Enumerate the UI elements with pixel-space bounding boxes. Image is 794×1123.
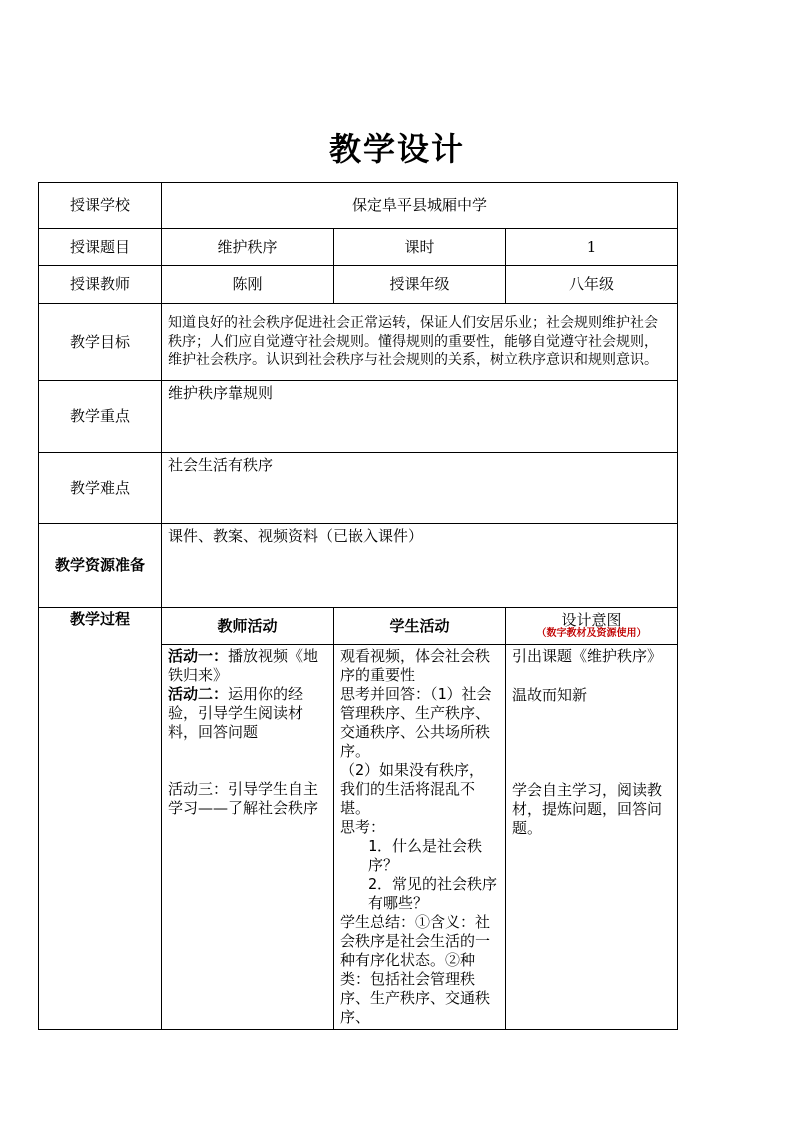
process-label: 教学过程 xyxy=(39,608,162,1030)
student-step-3: （2）如果没有秩序，我们的生活将混乱不堪。 xyxy=(340,761,485,817)
intent-2: 温故而知新 xyxy=(512,686,588,704)
student-step-2: 思考并回答：（1）社会管理秩序、生产秩序、交通秩序、公共场所秩序。 xyxy=(340,685,492,760)
difficulty-label: 教学难点 xyxy=(39,453,162,524)
student-step-1: 观看视频，体会社会秩序的重要性 xyxy=(340,647,491,684)
row-process-header xyxy=(39,608,678,645)
goal-label: 教学目标 xyxy=(39,304,162,381)
lesson-plan-table xyxy=(38,182,678,1030)
resources-value: 课件、教案、视频资料（已嵌入课件） xyxy=(162,524,678,608)
row-teacher xyxy=(39,266,678,304)
student-question-1: 1．什么是社会秩序？ xyxy=(368,837,483,874)
grade-label: 授课年级 xyxy=(334,266,506,304)
design-intent-header xyxy=(506,608,678,645)
activity-3: 活动三：引导学生自主学习——了解社会秩序 xyxy=(168,780,319,817)
row-topic xyxy=(39,229,678,266)
row-resources xyxy=(39,524,678,608)
resources-label: 教学资源准备 xyxy=(39,524,162,608)
row-goal xyxy=(39,304,678,381)
design-intent-cell xyxy=(506,645,678,1030)
student-question-2: 2．常见的社会秩序有哪些？ xyxy=(368,875,498,912)
student-activity-header: 学生活动 xyxy=(334,608,506,645)
key-value: 维护秩序靠规则 xyxy=(162,381,678,453)
school-value: 保定阜平县城厢中学 xyxy=(162,183,678,229)
design-intent-note: （数字教材及资源使用） xyxy=(536,628,647,639)
activity-2-text: 运用你的经验，引导学生阅读材料，回答问题 xyxy=(168,685,304,741)
school-label: 授课学校 xyxy=(39,183,162,229)
activity-1-text: 播放视频《地铁归来》 xyxy=(168,647,319,684)
activity-2-title: 活动二： xyxy=(168,685,229,703)
grade-value: 八年级 xyxy=(506,266,678,304)
student-activity-cell xyxy=(334,645,506,1030)
difficulty-value: 社会生活有秩序 xyxy=(162,453,678,524)
student-step-4: 思考： xyxy=(340,818,386,836)
activity-2 xyxy=(168,685,327,742)
period-value: 1 xyxy=(506,229,678,266)
spacer xyxy=(512,705,671,781)
teacher-label: 授课教师 xyxy=(39,266,162,304)
teacher-activity-cell xyxy=(162,645,334,1030)
spacer xyxy=(168,742,327,780)
activity-1-title: 活动一： xyxy=(168,647,229,665)
activity-1 xyxy=(168,647,327,685)
teacher-activity-header: 教师活动 xyxy=(162,608,334,645)
intent-1: 引出课题《维护秩序》 xyxy=(512,647,663,665)
student-summary: 学生总结：①含义：社会秩序是社会生活的一种有序化状态。②种类：包括社会管理秩序、生产秩序、交通秩序、 xyxy=(340,913,491,1026)
topic-label: 授课题目 xyxy=(39,229,162,266)
period-label: 课时 xyxy=(334,229,506,266)
page-title: 教学设计 xyxy=(328,130,465,168)
intent-3: 学会自主学习，阅读教材，提炼问题，回答问题。 xyxy=(512,781,663,837)
key-label: 教学重点 xyxy=(39,381,162,453)
row-key xyxy=(39,381,678,453)
topic-value: 维护秩序 xyxy=(162,229,334,266)
goal-value: 知道良好的社会秩序促进社会正常运转，保证人们安居乐业；社会规则维护社会秩序；人们应自觉遵守社会规则。懂得规则的重要性，能够自觉遵守社会规则，维护社会秩序。认识到社会秩序与社会规则的关系，树立秩序意识和规则意识。 xyxy=(162,304,678,381)
row-difficulty xyxy=(39,453,678,524)
row-school xyxy=(39,183,678,229)
design-intent-title: 设计意图 xyxy=(561,611,622,629)
teacher-value: 陈刚 xyxy=(162,266,334,304)
